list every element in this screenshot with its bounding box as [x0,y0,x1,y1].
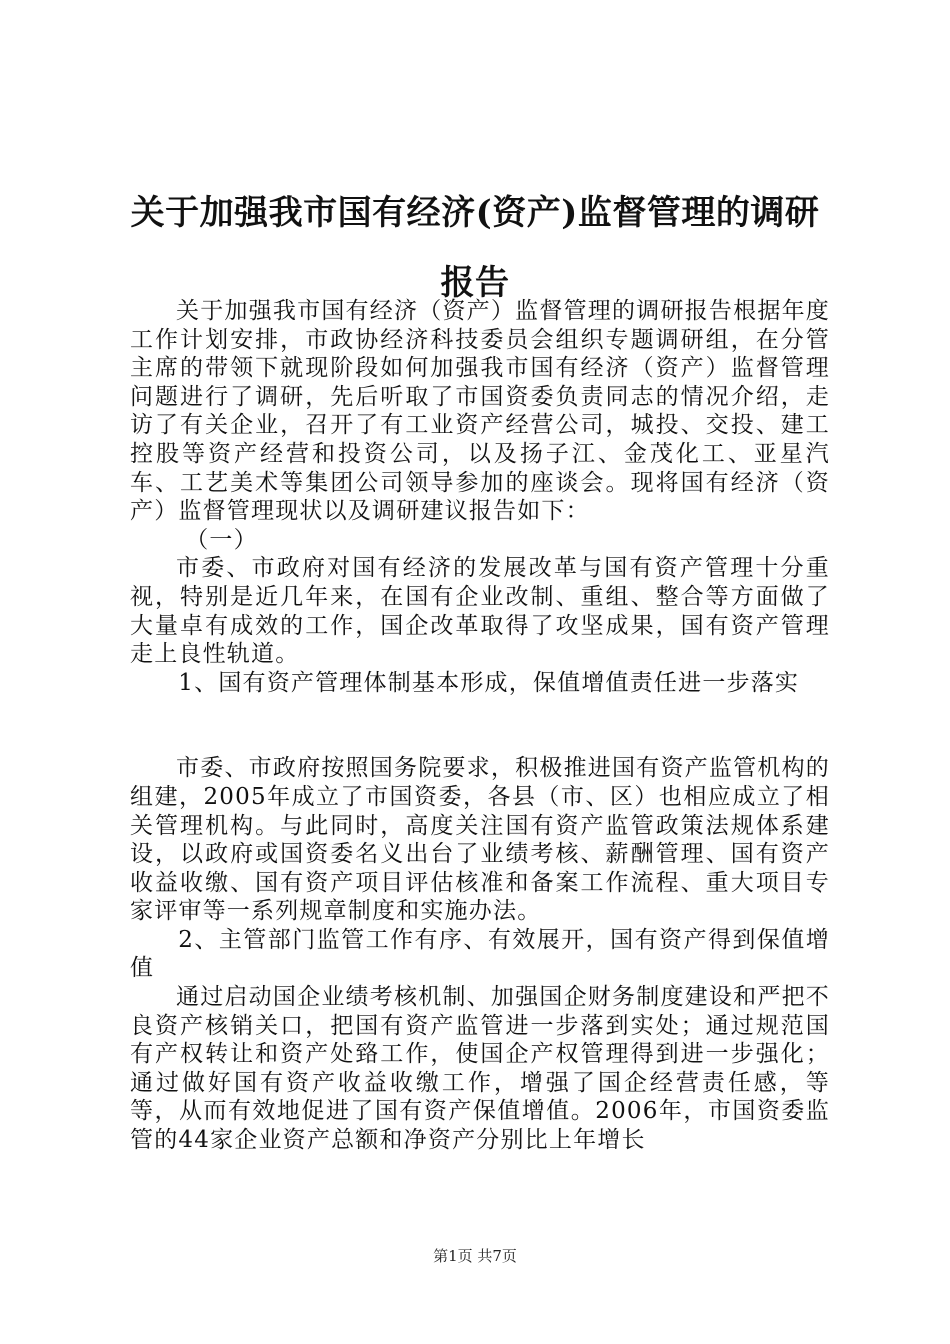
document-title: 关于加强我市国有经济(资产)监督管理的调研报告 [130,193,820,303]
blank-line [130,697,830,754]
paragraph-item-2: 通过启动国企业绩考核机制、加强国企财务制度建设和严把不良资产核销关口，把国有资产监管进一步落到实处；通过规范国有产权转让和资产处臵工作，使国企产权管理得到进一步强化；通过做好国有资产收益收缴工作，增强了国企经营责任感，等等，从而有效地促进了国有资产保值增值。2006年，市国资委监管的44家企业资产总额和净资产分别比上年增长 [130,984,830,1154]
document-body [130,297,830,1155]
section-heading-1: （一） [185,526,258,553]
page-footer: 第1页 共7页 [433,1247,517,1265]
item-heading-1: 1、国有资产管理体制基本形成，保值增值责任进一步落实 [178,669,800,696]
paragraph-item-1: 市委、市政府按照国务院要求，积极推进国有资产监管机构的组建，2005年成立了市国资委，各县（市、区）也相应成立了相关管理机构。与此同时，高度关注国有资产监管政策法规体系建设，以政府或国资委名义出台了业绩考核、薪酬管理、国有资产收益收缴、国有资产项目评估核准和备案工作流程、重大项目专家评审等一系列规章制度和实施办法。 [130,755,830,925]
paragraph-overview: 市委、市政府对国有经济的发展改革与国有资产管理十分重视，特别是近几年来，在国有企业改制、重组、整合等方面做了大量卓有成效的工作，国企改革取得了攻坚成果，国有资产管理走上良性轨道。 [130,555,830,668]
paragraph-intro: 关于加强我市国有经济（资产）监督管理的调研报告根据年度工作计划安排，市政协经济科技委员会组织专题调研组，在分管主席的带领下就现阶段如何加强我市国有经济（资产）监督管理问题进行了调研，先后听取了市国资委负责同志的情况介绍，走访了有关企业，召开了有工业资产经营公司，城投、交投、建工控股等资产经营和投资公司，以及扬子江、金茂化工、亚星汽车、工艺美术等集团公司领导参加的座谈会。现将国有经济（资产）监督管理现状以及调研建议报告如下： [130,298,830,525]
item-heading-2: 2、主管部门监管工作有序、有效展开，国有资产得到保值增值 [130,926,830,982]
